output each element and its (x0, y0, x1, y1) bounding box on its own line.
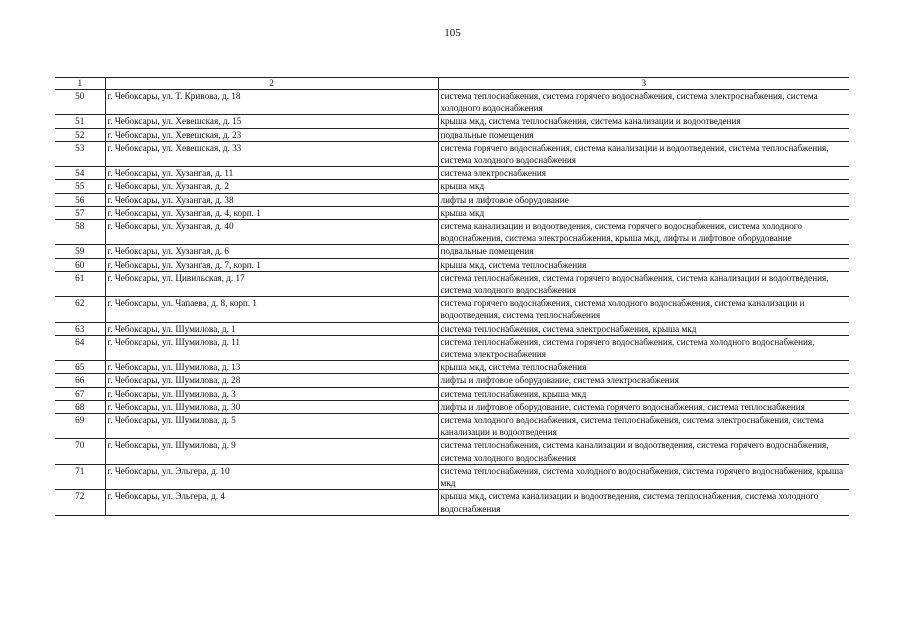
row-number: 72 (55, 490, 105, 515)
row-address: г. Чебоксары, ул. Хевешская, д. 33 (105, 141, 438, 166)
row-number: 59 (55, 245, 105, 258)
row-number: 51 (55, 115, 105, 128)
row-systems: подвальные помещения (438, 128, 849, 141)
row-systems: система теплоснабжения, система горячего водоснабжения, система электроснабжения, система холодного водоснабжения (438, 90, 849, 115)
row-systems: система канализации и водоотведения, система горячего водоснабжения, система холодного водоснабжения, система электроснабжения, крыша мкд, лифты и лифтовое оборудование (438, 220, 849, 245)
row-number: 57 (55, 206, 105, 219)
row-address: г. Чебоксары, ул. Шумилова, д. 11 (105, 335, 438, 360)
header-col-2: 2 (105, 78, 438, 90)
row-address: г. Чебоксары, ул. Цивильская, д. 17 (105, 271, 438, 296)
row-systems: лифты и лифтовое оборудование, система горячего водоснабжения, система теплоснабжения (438, 400, 849, 413)
row-address: г. Чебоксары, ул. Хузангая, д. 11 (105, 167, 438, 180)
row-address: г. Чебоксары, ул. Хузангая, д. 38 (105, 193, 438, 206)
houses-table (55, 77, 849, 516)
table-row (55, 297, 849, 322)
row-systems: крыша мкд, система теплоснабжения (438, 258, 849, 271)
table-row (55, 271, 849, 296)
row-number: 69 (55, 414, 105, 439)
row-number: 56 (55, 193, 105, 206)
row-number: 63 (55, 322, 105, 335)
row-systems: крыша мкд (438, 180, 849, 193)
row-address: г. Чебоксары, ул. Шумилова, д. 28 (105, 374, 438, 387)
row-number: 52 (55, 128, 105, 141)
table-row (55, 167, 849, 180)
row-systems: крыша мкд, система теплоснабжения, система канализации и водоотведения (438, 115, 849, 128)
row-address: г. Чебоксары, ул. Шумилова, д. 30 (105, 400, 438, 413)
table-row (55, 464, 849, 489)
row-number: 68 (55, 400, 105, 413)
table-row (55, 439, 849, 464)
table-row (55, 322, 849, 335)
page-number: 105 (444, 27, 461, 39)
row-number: 61 (55, 271, 105, 296)
table-row (55, 374, 849, 387)
row-systems: лифты и лифтовое оборудование, система электроснабжения (438, 374, 849, 387)
row-systems: система горячего водоснабжения, система холодного водоснабжения, система канализации и водоотведения, система теплоснабжения (438, 297, 849, 322)
table-row (55, 258, 849, 271)
row-systems: крыша мкд (438, 206, 849, 219)
table-row (55, 141, 849, 166)
row-address: г. Чебоксары, ул. Хевешская, д. 15 (105, 115, 438, 128)
row-systems: лифты и лифтовое оборудование (438, 193, 849, 206)
row-number: 67 (55, 387, 105, 400)
row-address: г. Чебоксары, ул. Т. Кривова, д. 18 (105, 90, 438, 115)
table-row (55, 245, 849, 258)
table-row (55, 90, 849, 115)
row-number: 54 (55, 167, 105, 180)
table-header-row (55, 78, 849, 90)
row-address: г. Чебоксары, ул. Чапаева, д. 8, корп. 1 (105, 297, 438, 322)
row-number: 60 (55, 258, 105, 271)
row-systems: крыша мкд, система теплоснабжения (438, 361, 849, 374)
row-address: г. Чебоксары, ул. Хузангая, д. 40 (105, 220, 438, 245)
row-number: 53 (55, 141, 105, 166)
row-number: 64 (55, 335, 105, 360)
table-row (55, 361, 849, 374)
row-systems: система электроснабжения (438, 167, 849, 180)
table-row (55, 400, 849, 413)
table-row (55, 206, 849, 219)
header-col-3: 3 (438, 78, 849, 90)
row-systems: система теплоснабжения, система канализации и водоотведения, система горячего водоснабжения, система холодного водоснабжения (438, 439, 849, 464)
table-row (55, 115, 849, 128)
row-number: 50 (55, 90, 105, 115)
row-systems: система теплоснабжения, система электроснабжения, крыша мкд (438, 322, 849, 335)
table-row (55, 128, 849, 141)
row-systems: система теплоснабжения, крыша мкд (438, 387, 849, 400)
table-row (55, 335, 849, 360)
row-number: 66 (55, 374, 105, 387)
table-row (55, 414, 849, 439)
row-systems: система теплоснабжения, система горячего водоснабжения, система канализации и водоотведения, система холодного водоснабжения (438, 271, 849, 296)
row-address: г. Чебоксары, ул. Шумилова, д. 5 (105, 414, 438, 439)
row-address: г. Чебоксары, ул. Хевешская, д. 23 (105, 128, 438, 141)
row-address: г. Чебоксары, ул. Шумилова, д. 1 (105, 322, 438, 335)
row-address: г. Чебоксары, ул. Шумилова, д. 9 (105, 439, 438, 464)
row-systems: система холодного водоснабжения, система теплоснабжения, система электроснабжения, система канализации и водоотведения (438, 414, 849, 439)
row-systems: система теплоснабжения, система холодного водоснабжения, система горячего водоснабжения, крыша мкд (438, 464, 849, 489)
row-address: г. Чебоксары, ул. Эльгера, д. 4 (105, 490, 438, 515)
row-address: г. Чебоксары, ул. Эльгера, д. 10 (105, 464, 438, 489)
row-address: г. Чебоксары, ул. Хузангая, д. 4, корп. 1 (105, 206, 438, 219)
row-address: г. Чебоксары, ул. Шумилова, д. 3 (105, 387, 438, 400)
table-row (55, 180, 849, 193)
row-systems: крыша мкд, система канализации и водоотведения, система теплоснабжения, система холодного водоснабжения (438, 490, 849, 515)
table-row (55, 387, 849, 400)
row-number: 55 (55, 180, 105, 193)
row-number: 62 (55, 297, 105, 322)
row-systems: система горячего водоснабжения, система канализации и водоотведения, система теплоснабжения, система холодного водоснабжения (438, 141, 849, 166)
table-row (55, 220, 849, 245)
row-address: г. Чебоксары, ул. Шумилова, д. 13 (105, 361, 438, 374)
table-row (55, 490, 849, 515)
row-address: г. Чебоксары, ул. Хузангая, д. 2 (105, 180, 438, 193)
row-number: 65 (55, 361, 105, 374)
row-address: г. Чебоксары, ул. Хузангая, д. 6 (105, 245, 438, 258)
row-systems: система теплоснабжения, система горячего водоснабжения, система холодного водоснабжения, система электроснабжения (438, 335, 849, 360)
row-number: 71 (55, 464, 105, 489)
row-number: 70 (55, 439, 105, 464)
row-systems: подвальные помещения (438, 245, 849, 258)
row-address: г. Чебоксары, ул. Хузангая, д. 7, корп. 1 (105, 258, 438, 271)
row-number: 58 (55, 220, 105, 245)
header-col-1: 1 (55, 78, 105, 90)
table-row (55, 193, 849, 206)
